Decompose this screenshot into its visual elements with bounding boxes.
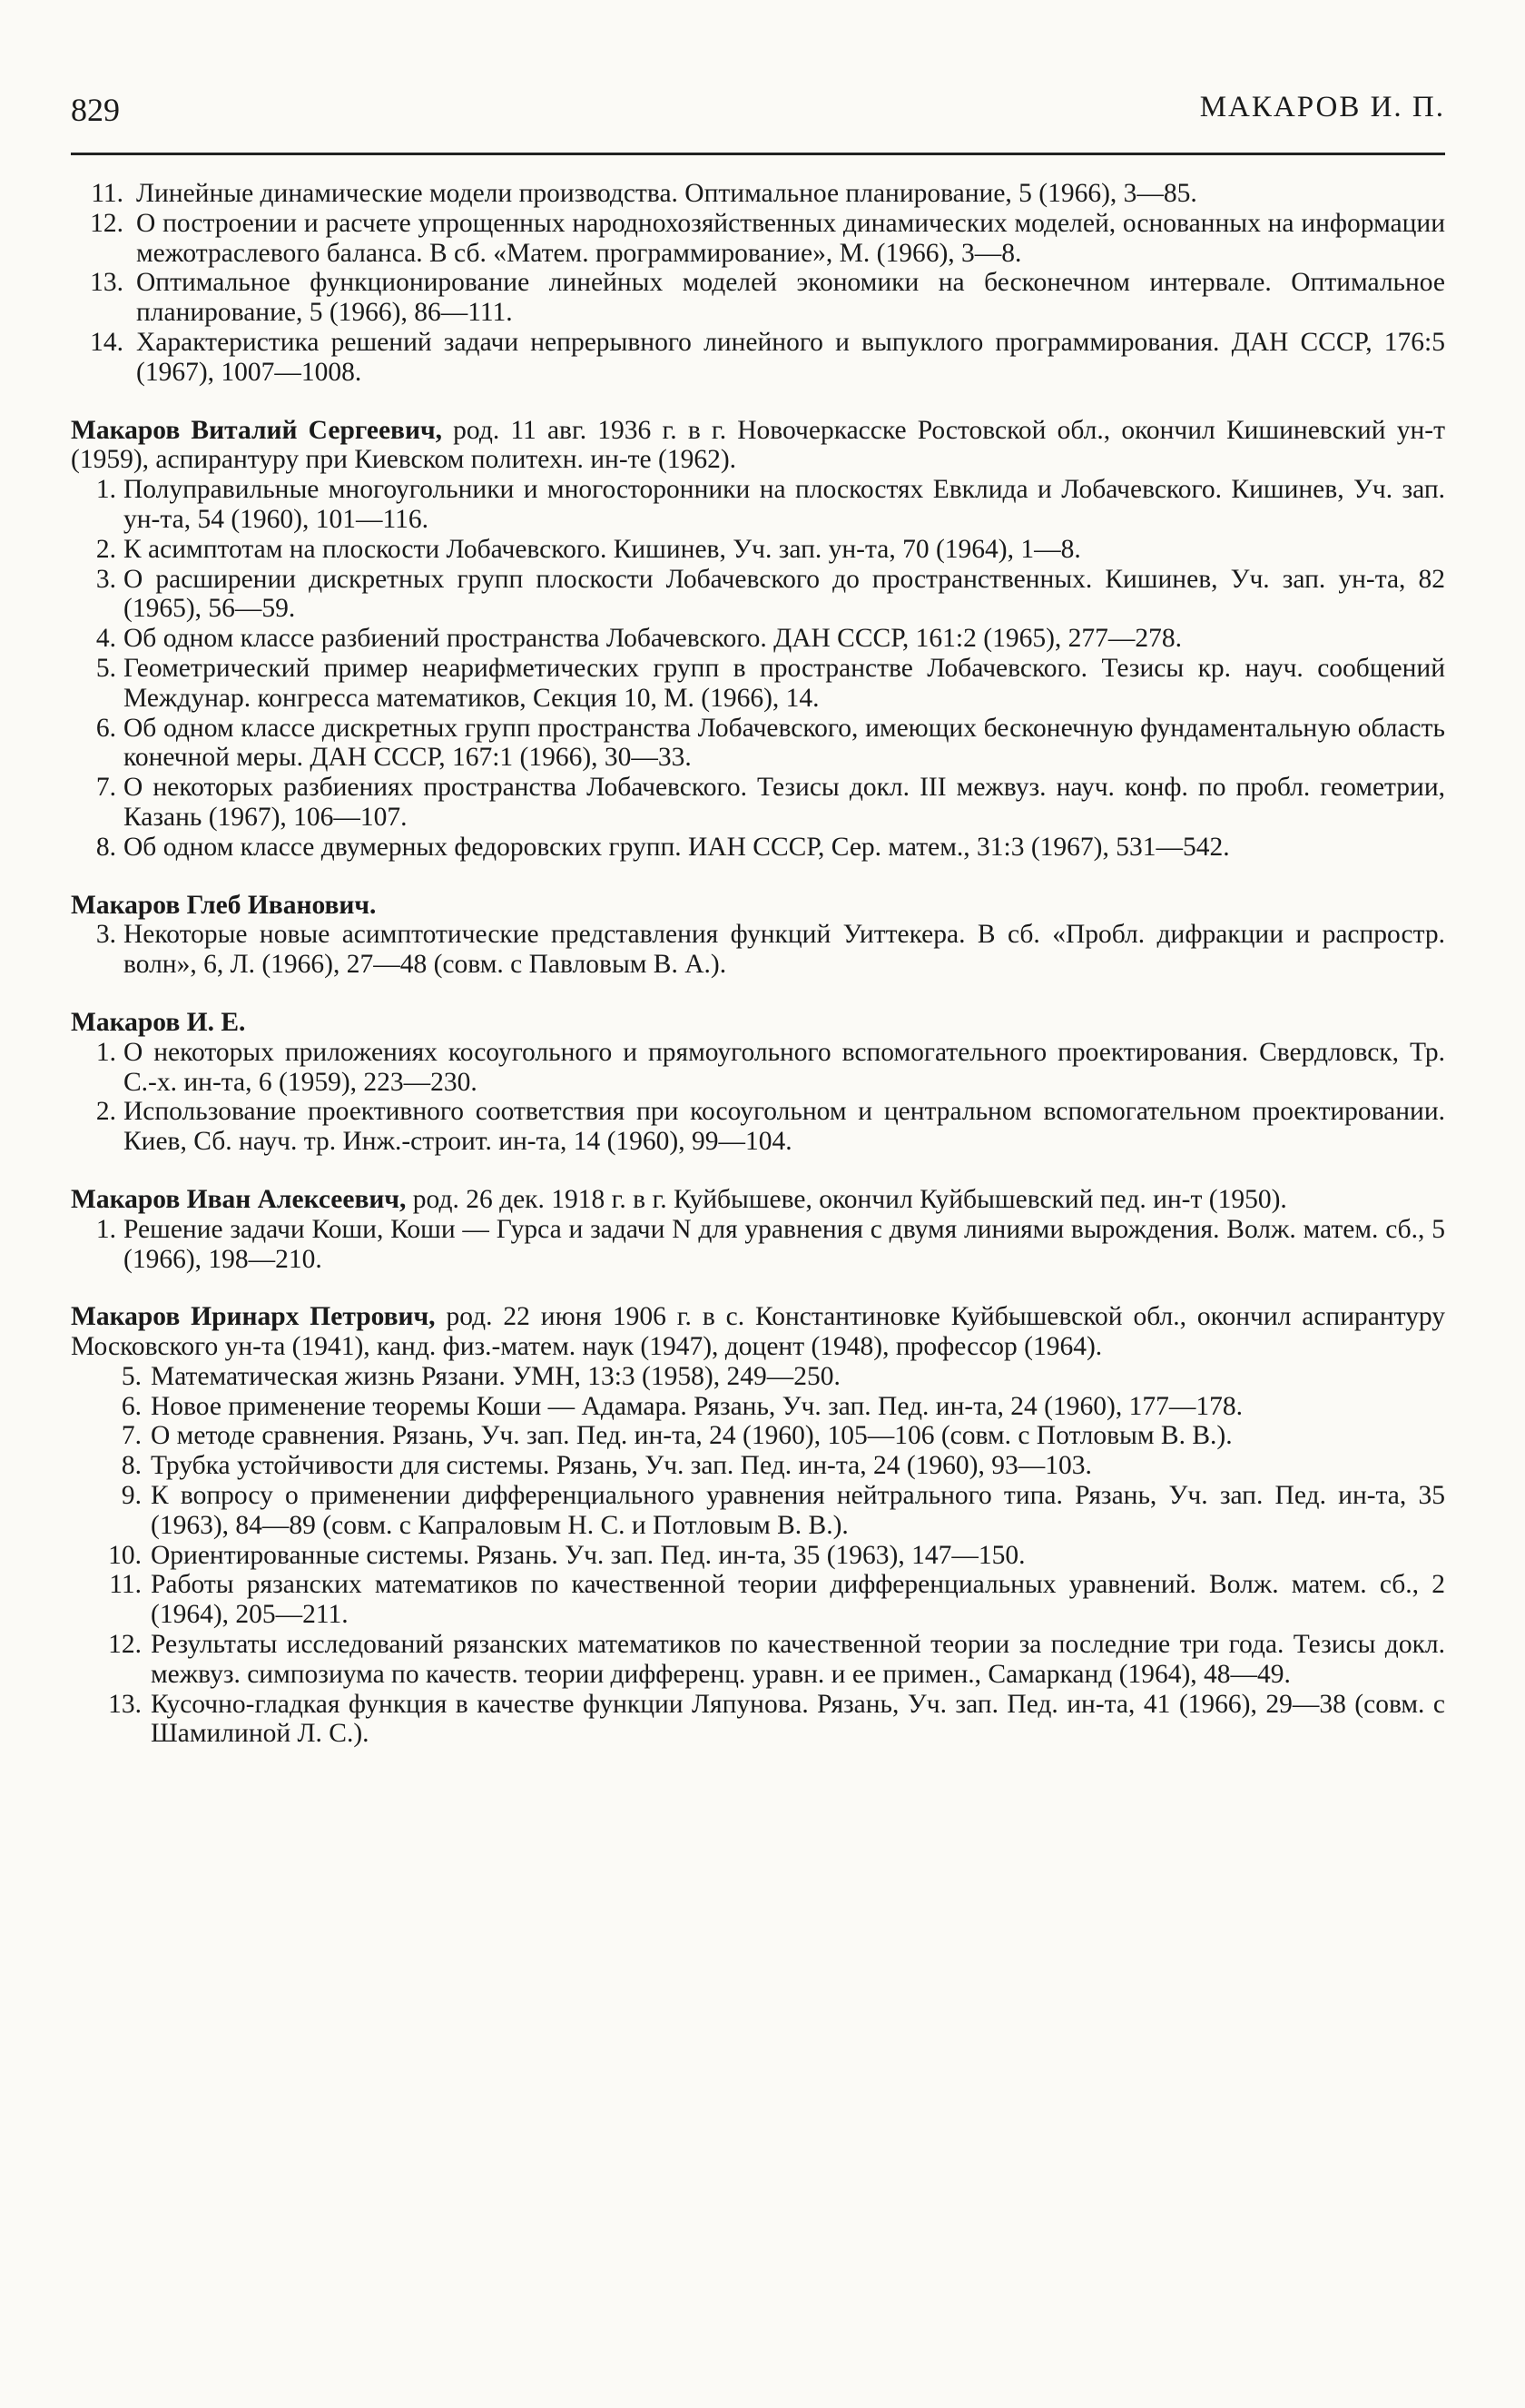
item-number: 1. bbox=[95, 1214, 116, 1244]
item-number: 2. bbox=[95, 534, 116, 564]
item-number: 6. bbox=[95, 713, 116, 743]
running-head: МАКАРОВ И. П. bbox=[1199, 91, 1445, 123]
author-name: Макаров И. Е. bbox=[71, 1007, 246, 1037]
item-number: 7. bbox=[121, 1421, 142, 1451]
author-bio: род. 22 июня 1906 г. в с. Константиновке Куйбышевской обл., окончил аспирантуру Московского ун-та (1941), канд. физ.-матем. наук (1947), доцент (1948), профессор (1964). bbox=[71, 1302, 1445, 1362]
item-number: 3. bbox=[95, 564, 116, 594]
page-number: 829 bbox=[71, 92, 120, 128]
item-text: О построении и расчете упрощенных народнохозяйственных динамических моделей, основанных на информации межотраслевого баланса. В сб. «Матем. программирование», М. (1966), 3—8. bbox=[136, 208, 1445, 268]
list-item bbox=[71, 624, 1445, 654]
bibliography bbox=[71, 179, 1445, 1749]
item-text: Ориентированные системы. Рязань. Уч. зап. Пед. ин-та, 35 (1963), 147—150. bbox=[151, 1540, 1026, 1570]
list-item bbox=[71, 1570, 1445, 1630]
item-text: К асимптотам на плоскости Лобачевского. Кишинев, Уч. зап. ун-та, 70 (1964), 1—8. bbox=[123, 534, 1081, 564]
author-bio: род. 11 авг. 1936 г. в г. Новочеркасске Ростовской обл., окончил Кишиневский ун-т (1959), аспирантуру при Киевском политехн. ин-те (1962). bbox=[71, 415, 1445, 475]
list-item bbox=[71, 1215, 1445, 1275]
entry-makarov-ie bbox=[71, 1008, 1445, 1157]
author-name: Макаров Глеб Иванович. bbox=[71, 890, 377, 920]
entry-intro bbox=[71, 1185, 1445, 1215]
entry-intro bbox=[71, 416, 1445, 476]
item-text: Кусочно-гладкая функция в качестве функции Ляпунова. Рязань, Уч. зап. Пед. ин-та, 41 (1966), 29—38 (совм. с Шамилиной Л. С.). bbox=[151, 1689, 1445, 1749]
list-item bbox=[71, 179, 1445, 209]
item-text: К вопросу о применении дифференциального уравнения нейтрального типа. Рязань, Уч. зап. Пед. ин-та, 35 (1963), 84—89 (совм. с Капраловым Н. С. и Потловым В. В.). bbox=[151, 1481, 1445, 1540]
item-text: Об одном классе двумерных федоровских групп. ИАН СССР, Сер. матем., 31:3 (1967), 531—542. bbox=[123, 832, 1230, 862]
entry-intro bbox=[71, 1008, 1445, 1038]
item-number: 11. bbox=[109, 1570, 142, 1600]
item-text: Новое применение теоремы Коши — Адамара. Рязань, Уч. зап. Пед. ин-та, 24 (1960), 177—178. bbox=[151, 1391, 1243, 1421]
item-text: Работы рязанских математиков по качественной теории дифференциальных уравнений. Волж. матем. сб., 2 (1964), 205—211. bbox=[151, 1570, 1445, 1630]
item-text: Решение задачи Коши, Коши — Гурса и задачи N для уравнения с двумя линиями вырождения. Волж. матем. сб., 5 (1966), 198—210. bbox=[123, 1214, 1445, 1274]
list-item bbox=[71, 1690, 1445, 1750]
author-name: Макаров Иван Алексеевич, bbox=[71, 1184, 407, 1214]
item-number: 5. bbox=[95, 653, 116, 683]
header-rule bbox=[71, 153, 1445, 155]
list-item bbox=[71, 1451, 1445, 1481]
entry-intro bbox=[71, 1302, 1445, 1362]
item-text: Математическая жизнь Рязани. УМН, 13:3 (1958), 249—250. bbox=[151, 1361, 841, 1391]
item-text: Об одном классе разбиений пространства Лобачевского. ДАН СССР, 161:2 (1965), 277—278. bbox=[123, 624, 1183, 654]
list-item bbox=[71, 1362, 1445, 1392]
list-item bbox=[71, 328, 1445, 388]
list-item bbox=[71, 1038, 1445, 1098]
entry-continued bbox=[71, 179, 1445, 388]
page-header bbox=[71, 91, 1445, 153]
list-item bbox=[71, 920, 1445, 980]
item-text: Некоторые новые асимптотические представления функций Уиттекера. В сб. «Пробл. дифракции и распростр. волн», 6, Л. (1966), 27—48 (совм. с Павловым В. А.). bbox=[123, 920, 1445, 980]
list-item bbox=[71, 268, 1445, 328]
entry-makarov-gleb bbox=[71, 891, 1445, 980]
list-item bbox=[71, 535, 1445, 565]
item-text: Оптимальное функционирование линейных моделей экономики на бесконечном интервале. Оптимальное планирование, 5 (1966), 86—111. bbox=[136, 268, 1445, 328]
item-text: Характеристика решений задачи непрерывного линейного и выпуклого программирования. ДАН СССР, 176:5 (1967), 1007—1008. bbox=[136, 327, 1445, 387]
item-number: 5. bbox=[121, 1361, 142, 1391]
item-text: Трубка устойчивости для системы. Рязань, Уч. зап. Пед. ин-та, 24 (1960), 93—103. bbox=[151, 1451, 1092, 1481]
item-number: 8. bbox=[121, 1451, 142, 1481]
item-number: 6. bbox=[121, 1391, 142, 1421]
entry-makarov-irinarkh bbox=[71, 1302, 1445, 1749]
entry-makarov-ivan bbox=[71, 1185, 1445, 1274]
list-item bbox=[71, 209, 1445, 269]
list-item bbox=[71, 1541, 1445, 1571]
list-item bbox=[71, 833, 1445, 863]
list-item bbox=[71, 654, 1445, 714]
item-text: Использование проективного соответствия при косоугольном и центральном вспомогательном проектировании. Киев, Сб. науч. тр. Инж.-строит. ин-та, 14 (1960), 99—104. bbox=[123, 1097, 1445, 1157]
item-number: 1. bbox=[95, 1037, 116, 1067]
item-text: О расширении дискретных групп плоскости Лобачевского до пространственных. Кишинев, Уч. зап. ун-та, 82 (1965), 56—59. bbox=[123, 564, 1445, 624]
item-number: 13. bbox=[108, 1689, 142, 1719]
item-number: 12. bbox=[90, 208, 123, 238]
list-item bbox=[71, 714, 1445, 774]
list-item bbox=[71, 773, 1445, 833]
list-item bbox=[71, 1097, 1445, 1157]
item-text: Геометрический пример неарифметических групп в пространстве Лобачевского. Тезисы кр. науч. сообщений Междунар. конгресса математиков, Секция 10, М. (1966), 14. bbox=[123, 653, 1445, 713]
item-number: 1. bbox=[95, 475, 116, 505]
entry-intro bbox=[71, 891, 1445, 921]
entry-makarov-vitaly bbox=[71, 416, 1445, 863]
item-text: Об одном классе дискретных групп пространства Лобачевского, имеющих бесконечную фундаментальную область конечной меры. ДАН СССР, 167:1 (1966), 30—33. bbox=[123, 713, 1445, 773]
item-number: 14. bbox=[90, 327, 123, 357]
item-number: 8. bbox=[95, 832, 116, 862]
item-number: 2. bbox=[95, 1097, 116, 1127]
item-number: 3. bbox=[95, 920, 116, 950]
item-number: 7. bbox=[95, 773, 116, 803]
item-text: Результаты исследований рязанских математиков по качественной теории за последние три года. Тезисы докл. межвуз. симпозиума по качеств. теории дифференц. уравн. и ее примен., Самарканд (1964), 48—49. bbox=[151, 1630, 1445, 1689]
list-item bbox=[71, 475, 1445, 535]
item-number: 12. bbox=[108, 1630, 142, 1660]
item-text: О некоторых разбиениях пространства Лобачевского. Тезисы докл. III межвуз. науч. конф. по пробл. геометрии, Казань (1967), 106—107. bbox=[123, 773, 1445, 832]
author-name: Макаров Виталий Сергеевич, bbox=[71, 415, 442, 445]
item-text: Полуправильные многоугольники и многосторонники на плоскостях Евклида и Лобачевского. Кишинев, Уч. зап. ун-та, 54 (1960), 101—116. bbox=[123, 475, 1445, 534]
item-number: 4. bbox=[95, 624, 116, 654]
list-item bbox=[71, 1421, 1445, 1451]
item-number: 9. bbox=[121, 1481, 142, 1511]
author-name: Макаров Иринарх Петрович, bbox=[71, 1302, 436, 1332]
item-number: 13. bbox=[90, 268, 123, 298]
item-text: О методе сравнения. Рязань, Уч. зап. Пед. ин-та, 24 (1960), 105—106 (совм. с Потловым В. В.). bbox=[151, 1421, 1233, 1451]
list-item bbox=[71, 1392, 1445, 1422]
item-text: О некоторых приложениях косоугольного и прямоугольного вспомогательного проектирования. Свердловск, Тр. С.-х. ин-та, 6 (1959), 223—230. bbox=[123, 1037, 1445, 1097]
item-number: 11. bbox=[91, 179, 123, 208]
item-text: Линейные динамические модели производства. Оптимальное планирование, 5 (1966), 3—85. bbox=[136, 179, 1197, 208]
list-item bbox=[71, 1630, 1445, 1690]
list-item bbox=[71, 565, 1445, 625]
author-bio: род. 26 дек. 1918 г. в г. Куйбышеве, окончил Куйбышевский пед. ин-т (1950). bbox=[406, 1184, 1287, 1214]
item-number: 10. bbox=[108, 1540, 142, 1570]
list-item bbox=[71, 1481, 1445, 1541]
